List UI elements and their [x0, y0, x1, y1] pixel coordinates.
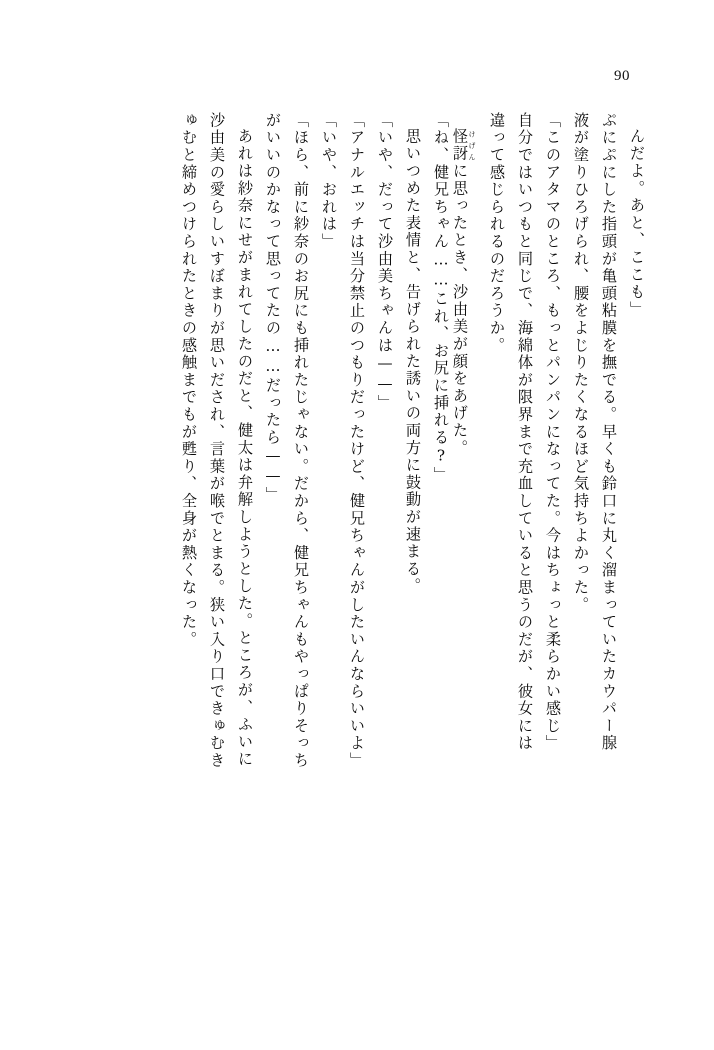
text-line-5: 自分ではいつもと同じで、海綿体が限界まで充血していると思うのだが、彼女には: [516, 112, 534, 753]
text-line-16: 沙由美の愛らしいすぼまりが思いだされ、言葉が喉でとまる。狭い入り口できゅむき: [208, 112, 226, 770]
text-line-7: 怪訝 けげんに思ったとき、沙由美が顔をあげた。: [451, 128, 476, 457]
text-line-17: ゅむと締めつけられたときの感触までもが甦り、全身が熱くなった。: [180, 112, 198, 649]
text-line-1: んだよ。あと、ここも」: [628, 128, 646, 319]
text-line-15: あれは紗奈にせがまれてしたのだと、健太は弁解しようとした。ところが、ふいに: [236, 128, 254, 769]
text-line-8: 「ね、健兄ちゃん……これ、お尻に挿れる?」: [432, 112, 450, 484]
text-line-9: 思いつめた表情と、告げられた誘いの両方に鼓動が速まる。: [404, 128, 422, 596]
text-line-3: 液が塗りひろげられ、腰をよじりたくなるほど気持ちよかった。: [572, 112, 590, 614]
text-line-10: 「いや、だって沙由美ちゃんは——」: [376, 112, 394, 412]
text-line-13: 「ほら、前に紗奈のお尻にも挿れたじゃない。だから、健兄ちゃんもやっぱりそっち: [292, 112, 310, 770]
text-line-12: 「いや、おれは」: [320, 112, 338, 251]
text-line-11: 「アナルエッチは当分禁止のつもりだったけど、健兄ちゃんがしたいんならいいよ」: [348, 112, 366, 770]
text-line-6: 違って感じられるのだろうか。: [488, 112, 506, 355]
ruby-annotation: 怪訝 けげん: [451, 128, 476, 163]
page-number: 90: [614, 68, 630, 84]
text-line-14: がいいのかなって思ってたの……だったら——」: [264, 112, 282, 504]
text-line-4: 「このアタマのところ、もっとパンパンになってた。今はちょっと柔らかい感じ」: [544, 112, 562, 753]
text-line-2: ぷにぷにした指頭が亀頭粘膜を撫でる。早くも鈴口に丸く溜まっていたカウパー腺: [600, 112, 618, 753]
vertical-text-block: [78, 112, 644, 942]
